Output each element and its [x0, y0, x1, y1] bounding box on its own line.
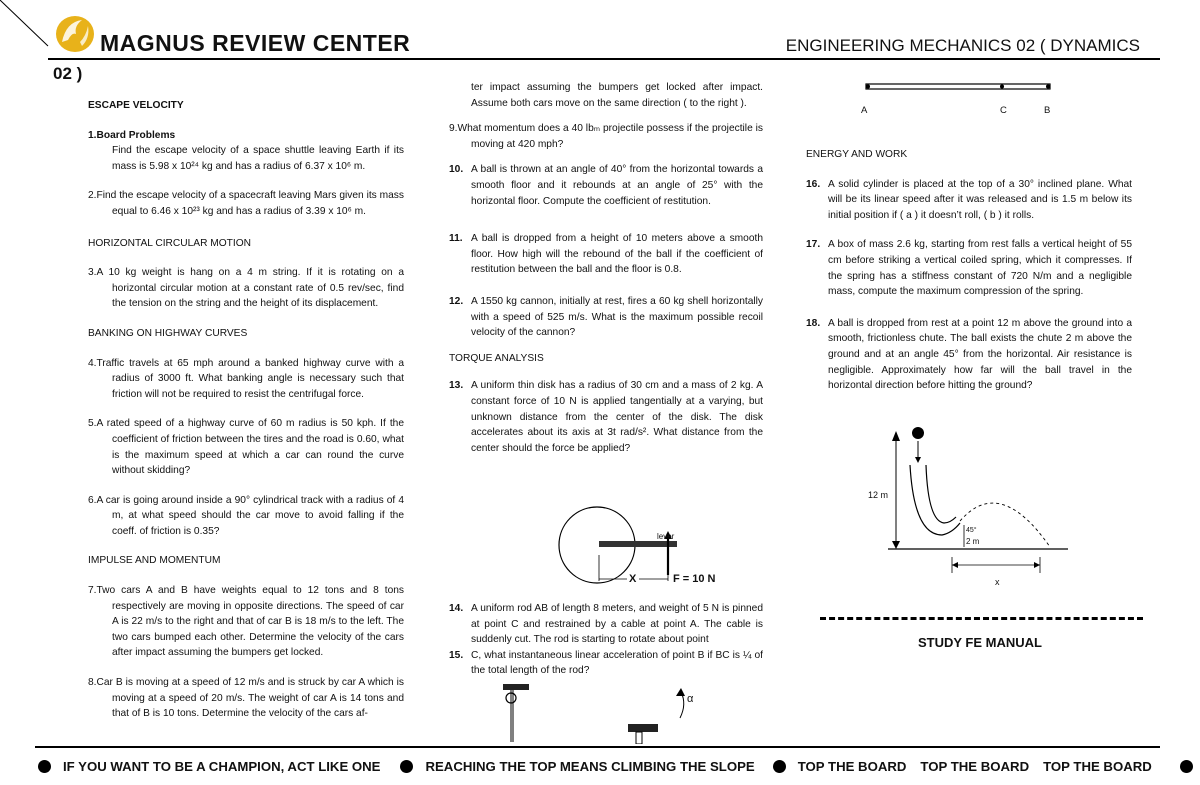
lever-label: lever: [657, 532, 675, 541]
footer-mottos: [38, 756, 1163, 776]
bullet-icon: [1180, 760, 1193, 773]
header-rule: [48, 58, 1160, 60]
footer-motto-2: REACHING THE TOP MEANS CLIMBING THE SLOPE: [400, 759, 754, 774]
question-18: 18. A ball is dropped from rest at a point 12 m above the ground into a smooth, frictionless chute. The ball exists the chute 2 m above the ground and at an angle 45° from the horizontal. Air resistance is negligible. Approximately how far will the ball travel in the horizontal direction before hitting the ground?: [806, 317, 1132, 392]
question-2: 2.Find the escape velocity of a spacecraft leaving Mars given its mass equal to 6.46 x 10²³ kg and has a radius of 3.39 x 10⁶ m.: [88, 190, 404, 217]
footer-motto-5: TOP THE BOARD: [1043, 758, 1152, 774]
question-9: 9.What momentum does a 40 lbₘ projectile possess if the projectile is moving at 420 mph?: [449, 123, 763, 150]
question-13: 13. A uniform thin disk has a radius of 30 cm and a mass of 2 kg. A constant force of 10 N is applied tangentially at a varying, but unknown distance from the center of the disk. The disk accelerates about its axis at 3t rad/s². What distance from the center should the force be applied?: [449, 380, 763, 454]
footer-rule: [35, 746, 1160, 748]
rod-point-c: C: [1000, 105, 1007, 116]
section-banking: BANKING ON HIGHWAY CURVES: [88, 327, 248, 339]
column-2: [449, 80, 763, 456]
column-2-lower: [449, 601, 763, 679]
question-4: 4.Traffic travels at 65 mph around a banked highway curve with a radius of 3000 ft. What banking angle is necessary such that friction will not be required to resist the centrifugal force.: [88, 357, 404, 400]
course-title-cont: 02 ): [53, 64, 83, 83]
question-6: 6.A car is going around inside a 90° cylindrical track with a radius of 4 m, at what speed should the car move to avoid falling if the coeff. of friction is 0.35?: [88, 494, 404, 537]
question-3: 3.A 10 kg weight is hang on a 4 m string. If it is rotating on a horizontal circular motion at a constant rate of 0.5 rev/sec, find the tension on the string and the height of its displacement.: [88, 267, 404, 310]
column-3: [806, 147, 1132, 394]
section-torque: TORQUE ANALYSIS: [449, 352, 544, 364]
rod-acb-diagram: [860, 80, 1080, 94]
bullet-icon: [38, 760, 51, 773]
rod-point-b: B: [1044, 105, 1051, 116]
distance-x-label: X: [629, 573, 637, 585]
section-escape-velocity: ESCAPE VELOCITY: [88, 100, 184, 111]
footer-motto-3: TOP THE BOARD: [773, 759, 907, 774]
bullet-icon: [773, 760, 786, 773]
height-12m-label: 12 m: [868, 490, 889, 500]
question-17: 17. A box of mass 2.6 kg, starting from rest falls a vertical height of 55 cm before striking a vertical coiled spring, which it compresses. If the spring has a stiffness constant of 720 N/m and a negligible mass, compute the maximum compression of the spring.: [806, 239, 1132, 298]
column-1: [88, 98, 404, 722]
section-impulse: IMPULSE AND MOMENTUM: [88, 555, 221, 567]
alpha-label: α: [687, 693, 694, 705]
footer-end: [1180, 760, 1200, 773]
question-16: 16. A solid cylinder is placed at the top of a 30° inclined plane. What will be its linear speed after it was released and is 1.5 m below its initial position if ( a ) it doesn’t roll, ( b ) it rolls.: [806, 178, 1132, 221]
question-8-continued: ter impact assuming the bumpers get locked after impact. Assume both cars move on the same direction ( to the right ).: [471, 82, 763, 109]
study-fe-manual: STUDY FE MANUAL: [918, 635, 1042, 650]
question-7: 7.Two cars A and B have weights equal to 12 tons and 8 tons respectively are moving in opposite directions. The speed of car A is 22 m/s to the right and that of car B is 18 m/s to the left. The two cars bumped each other. Determine the velocity of the cars after impact assuming the bumpers get locked.: [88, 585, 404, 659]
question-10: 10. A ball is thrown at an angle of 40° from the horizontal towards a smooth floor and it rebounds at an angle of 25° with the horizontal floor. Compute the coefficient of restitution.: [449, 164, 763, 207]
angle-45-label: 45°: [966, 527, 977, 534]
rod-support-diagram: [495, 682, 725, 744]
rod-point-a: A: [861, 105, 868, 116]
question-1: Find the escape velocity of a space shuttle leaving Earth if its mass is 5.98 x 10²⁴ kg and has a radius of 6.37 x 10⁶ m.: [112, 145, 404, 172]
chute-diagram: [880, 425, 1070, 595]
course-title: ENGINEERING MECHANICS 02 ( DYNAMICS: [785, 36, 1140, 55]
section-energy: ENERGY AND WORK: [806, 149, 908, 160]
board-problems-label: 1.Board Problems: [88, 129, 176, 141]
bullet-icon: [400, 760, 413, 773]
footer-motto-1: IF YOU WANT TO BE A CHAMPION, ACT LIKE ONE: [38, 759, 380, 774]
section-horizontal: HORIZONTAL CIRCULAR MOTION: [88, 237, 252, 249]
question-5: 5.A rated speed of a highway curve of 60 m radius is 50 kph. If the coefficient of friction between the tires and the road is 0.60, what is the maximum speed at which a car can round the curve without skidding?: [88, 418, 404, 477]
brand-title: MAGNUS REVIEW CENTER: [100, 30, 411, 56]
dashed-divider: [820, 617, 1143, 620]
question-8: 8.Car B is moving at a speed of 12 m/s and is struck by car A which is moving at a speed of 20 m/s. The weight of car A is 14 tons and that of B is 10 tons. Determine the velocity of the cars af-: [88, 677, 404, 720]
question-15: 15. C, what instantaneous linear acceleration of point B if BC is ¼ of the total length of the rod?: [449, 649, 763, 677]
question-12: 12. A 1550 kg cannon, initially at rest, fires a 60 kg shell horizontally with a speed of 525 m/s. What is the maximum possible recoil velocity of the cannon?: [449, 295, 763, 339]
distance-x-label-chute: x: [995, 577, 1000, 587]
magnus-logo: [52, 12, 98, 56]
height-2m-label: 2 m: [966, 537, 980, 546]
footer-motto-4: TOP THE BOARD: [920, 758, 1030, 774]
question-11: 11. A ball is dropped from a height of 10 meters above a smooth floor. How high will the rebound of the ball if the coefficient of restitution between the ball and the floor is 0.8.: [449, 233, 763, 276]
question-14: 14. A uniform rod AB of length 8 meters, and weight of 5 N is pinned at point C and restrained by a cable at point A. The cable is suddenly cut. The rod is starting to rotate about point: [449, 603, 763, 646]
force-label: F = 10 N: [673, 573, 716, 585]
